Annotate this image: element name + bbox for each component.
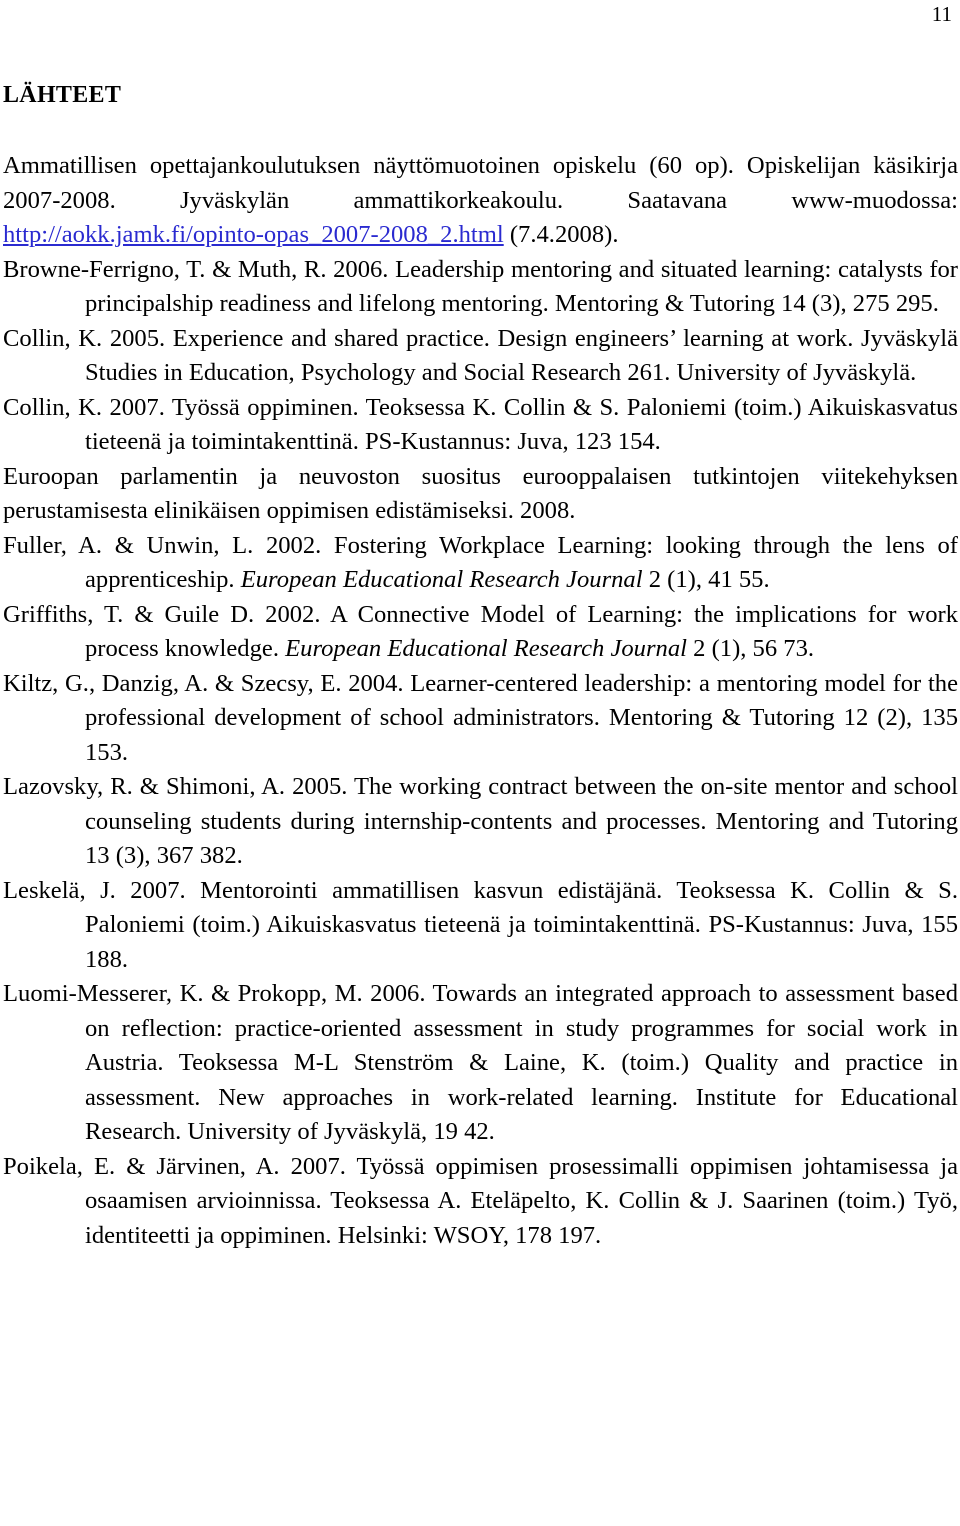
reference-item: Poikela, E. & Järvinen, A. 2007. Työssä oppimisen prosessimalli oppimisen johtamisessa ja osaamisen arvioinnissa. Teoksessa A. Eteläpelto, K. Collin & J. Saarinen (toim.) Työ, identiteetti ja oppiminen. Helsinki: WSOY, 178 197. xyxy=(3,1152,958,1249)
reference-item: Leskelä, J. 2007. Mentorointi ammatillisen kasvun edistäjänä. Teoksessa K. Collin & S. Paloniemi (toim.) Aikuiskasvatus tieteenä ja toimintakenttinä. PS-Kustannus: Juva, 155 188. xyxy=(3,876,958,973)
reference-list xyxy=(3,149,958,1253)
references-heading: LÄHTEET xyxy=(3,82,122,108)
reference-link[interactable]: http://aokk.jamk.fi/opinto-opas_2007-2008_2.html xyxy=(3,221,504,248)
reference-item: Browne-Ferrigno, T. & Muth, R. 2006. Leadership mentoring and situated learning: catalysts for principalship readiness and lifelong mentoring. Mentoring & Tutoring 14 (3), 275 295. xyxy=(3,255,958,317)
reference-item: Kiltz, G., Danzig, A. & Szecsy, E. 2004. Learner-centered leadership: a mentoring model for the professional development of school administrators. Mentoring & Tutoring 12 (2), 135 153. xyxy=(3,669,958,766)
reference-item: Euroopan parlamentin ja neuvoston suositus eurooppalaisen tutkintojen viitekehyksen perustamisesta elinikäisen oppimisen edistämiseksi. 2008. xyxy=(3,462,958,524)
reference-item: Lazovsky, R. & Shimoni, A. 2005. The working contract between the on-site mentor and school counseling students during internship-contents and processes. Mentoring and Tutoring 13 (3), 367 382. xyxy=(3,773,958,869)
reference-item: Luomi-Messerer, K. & Prokopp, M. 2006. Towards an integrated approach to assessment based on reflection: practice-oriented assessment in study programmes for social work in Austria. Teoksessa M-L Stenström & Laine, K. (toim.) Quality and practice in assessment. New approaches in work-related learning. Institute for Educational Research. University of Jyväskylä, 19 42. xyxy=(3,980,958,1145)
reference-item: Fuller, A. & Unwin, L. 2002. Fostering Workplace Learning: looking through the lens of apprenticeship. European Educational Research Journal 2 (1), 41 55. xyxy=(3,531,958,593)
journal-title: European Educational Research Journal xyxy=(285,635,687,662)
reference-item: Ammatillisen opettajankoulutuksen näyttömuotoinen opiskelu (60 op). Opiskelijan käsikirja 2007-2008. Jyväskylän ammattikorkeakoulu. Saatavana www-muodossa: http://aokk.jamk.fi/opinto-opas_2007-2008_2.html (7.4.2008). xyxy=(3,152,958,248)
reference-item: Collin, K. 2007. Työssä oppiminen. Teoksessa K. Collin & S. Paloniemi (toim.) Aikuiskasvatus tieteenä ja toimintakenttinä. PS-Kustannus: Juva, 123 154. xyxy=(3,393,958,455)
reference-item: Griffiths, T. & Guile D. 2002. A Connective Model of Learning: the implications for work process knowledge. European Educational Research Journal 2 (1), 56 73. xyxy=(3,600,958,662)
journal-title: European Educational Research Journal xyxy=(240,566,643,593)
reference-item: Collin, K. 2005. Experience and shared practice. Design engineers’ learning at work. Jyväskylä Studies in Education, Psychology and Social Research 261. University of Jyväskylä. xyxy=(3,324,958,386)
page-number: 11 xyxy=(931,2,952,26)
